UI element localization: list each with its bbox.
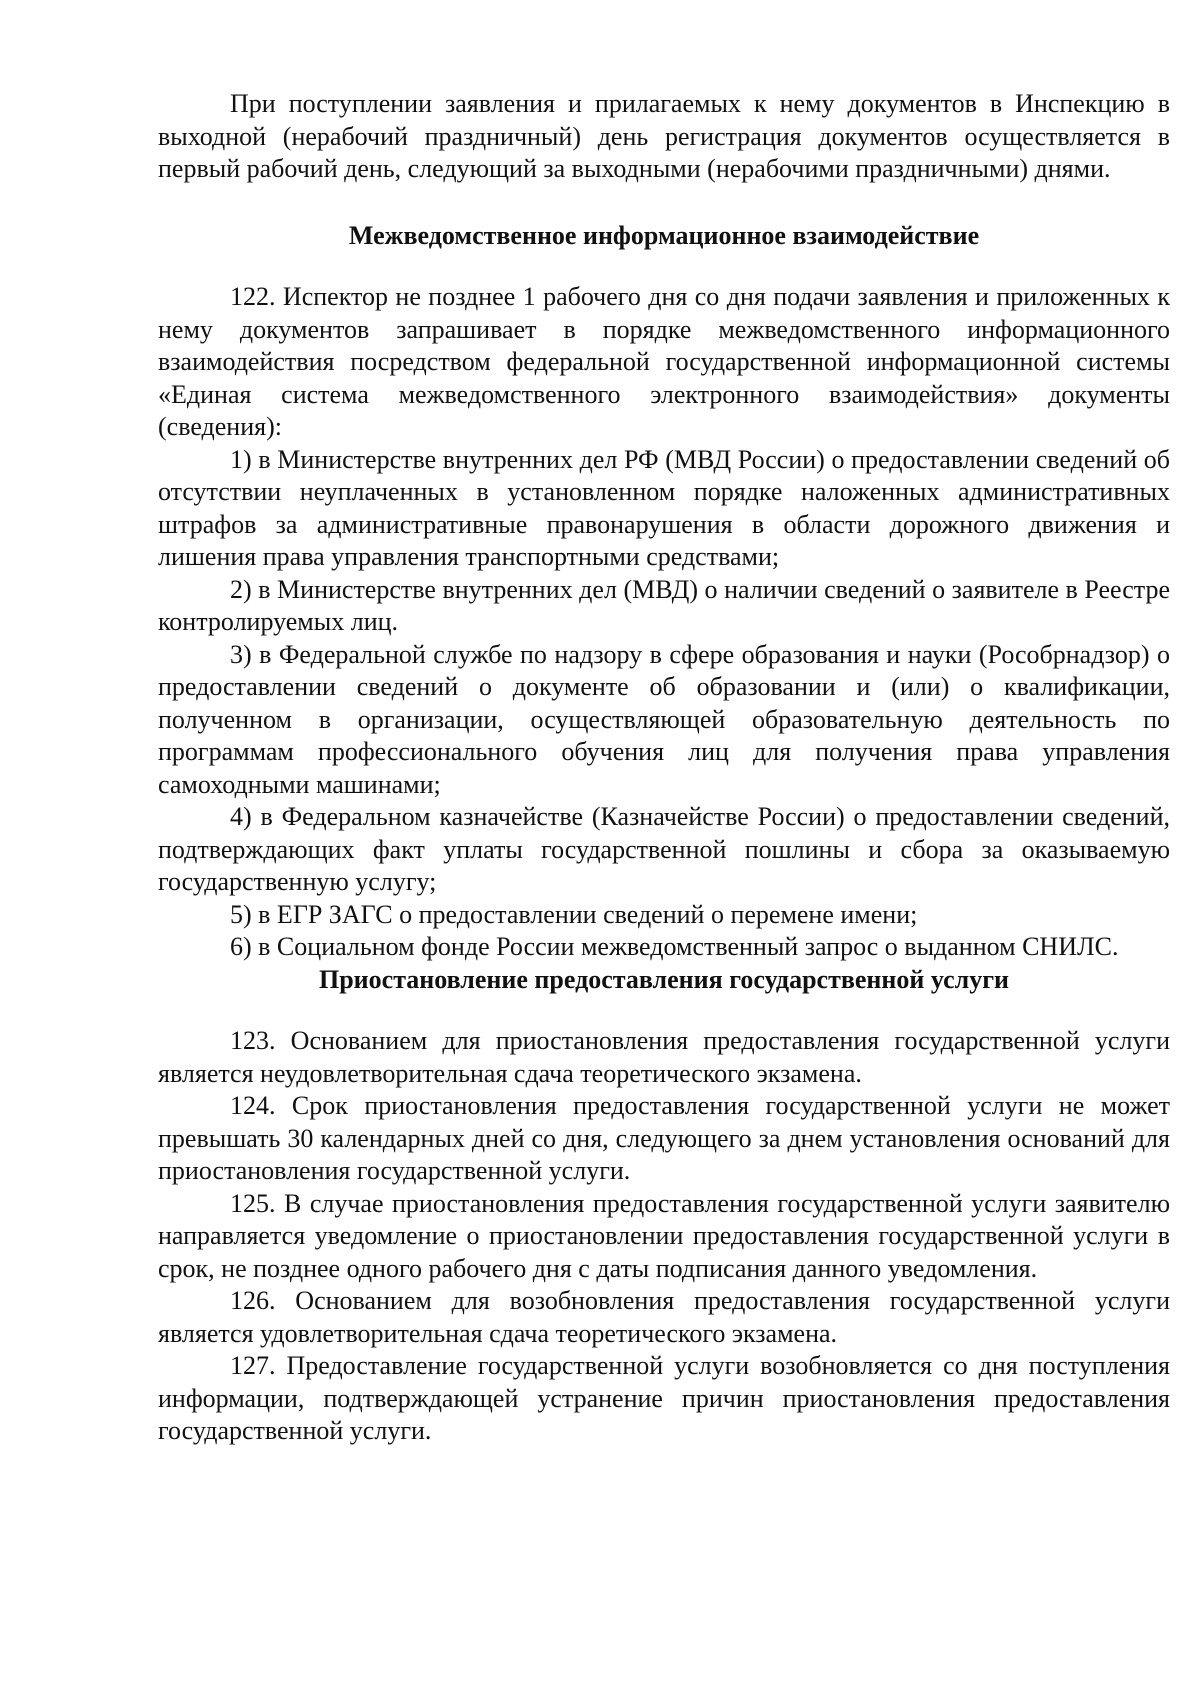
section-heading-suspension: Приостановление предоставления государственной услуги bbox=[318, 964, 1009, 994]
paragraph-122: 122. Испектор не позднее 1 рабочего дня со дня подачи заявления и приложенных к нему документов запрашивает в порядке межведомственного информационного взаимодействия посредством федеральной государственной информационной системы «Единая система межведомственного электронного взаимодействия» документы (сведения): bbox=[158, 282, 1170, 441]
list-item-4: 4) в Федеральном казначействе (Казначействе России) о предоставлении сведений, подтверждающих факт уплаты государственной пошлины и сбора за оказываемую государственную услугу; bbox=[158, 802, 1170, 896]
paragraph-123: 123. Основанием для приостановления предоставления государственной услуги является неудовлетворительная сдача теоретического экзамена. bbox=[158, 1026, 1170, 1088]
list-item-6: 6) в Социальном фонде России межведомственный запрос о выданном СНИЛС. bbox=[230, 932, 1119, 961]
list-item-1: 1) в Министерстве внутренних дел РФ (МВД России) о предоставлении сведений об отсутствии неуплаченных в установленном порядке наложенных административных штрафов за административные правонарушения в области дорожного движения и лишения права управления транспортными средствами; bbox=[158, 444, 1170, 571]
paragraph-126: 126. Основанием для возобновления предоставления государственной услуги является удовлетворительная сдача теоретического экзамена. bbox=[158, 1286, 1170, 1348]
list-item-5: 5) в ЕГР ЗАГС о предоставлении сведений о перемене имени; bbox=[230, 899, 918, 929]
paragraph-125: 125. В случае приостановления предоставления государственной услуги заявителю направляется уведомление о приостановлении предоставления государственной услуги в срок, не позднее одного рабочего дня с даты подписания данного уведомления. bbox=[158, 1188, 1170, 1283]
paragraph-124: 124. Срок приостановления предоставления государственной услуги не может превышать 30 календарных дней со дня, следующего за днем установления оснований для приостановления государственной услуги. bbox=[158, 1091, 1170, 1185]
document-page bbox=[158, 88, 1170, 1448]
list-item-2: 2) в Министерстве внутренних дел (МВД) о наличии сведений о заявителе в Реестре контролируемых лиц. bbox=[158, 574, 1170, 636]
paragraph-127: 127. Предоставление государственной услуги возобновляется со дня поступления информации, подтверждающей устранение причин приостановления предоставления государственной услуги. bbox=[158, 1351, 1170, 1445]
intro-paragraph: При поступлении заявления и прилагаемых к нему документов в Инспекцию в выходной (нерабочий праздничный) день регистрация документов осуществляется в первый рабочий день, следующий за выходными (нерабочими праздничными) днями. bbox=[158, 89, 1170, 183]
list-item-3: 3) в Федеральной службе по надзору в сфере образования и науки (Рособрнадзор) о предоставлении сведений о документе об образовании и (или) о квалификации, полученном в организации, осуществляющей образовательную деятельность по программам профессионального обучения лиц для получения права управления самоходными машинами; bbox=[158, 639, 1170, 799]
section-heading-interagency: Межведомственное информационное взаимодействие bbox=[348, 220, 980, 250]
